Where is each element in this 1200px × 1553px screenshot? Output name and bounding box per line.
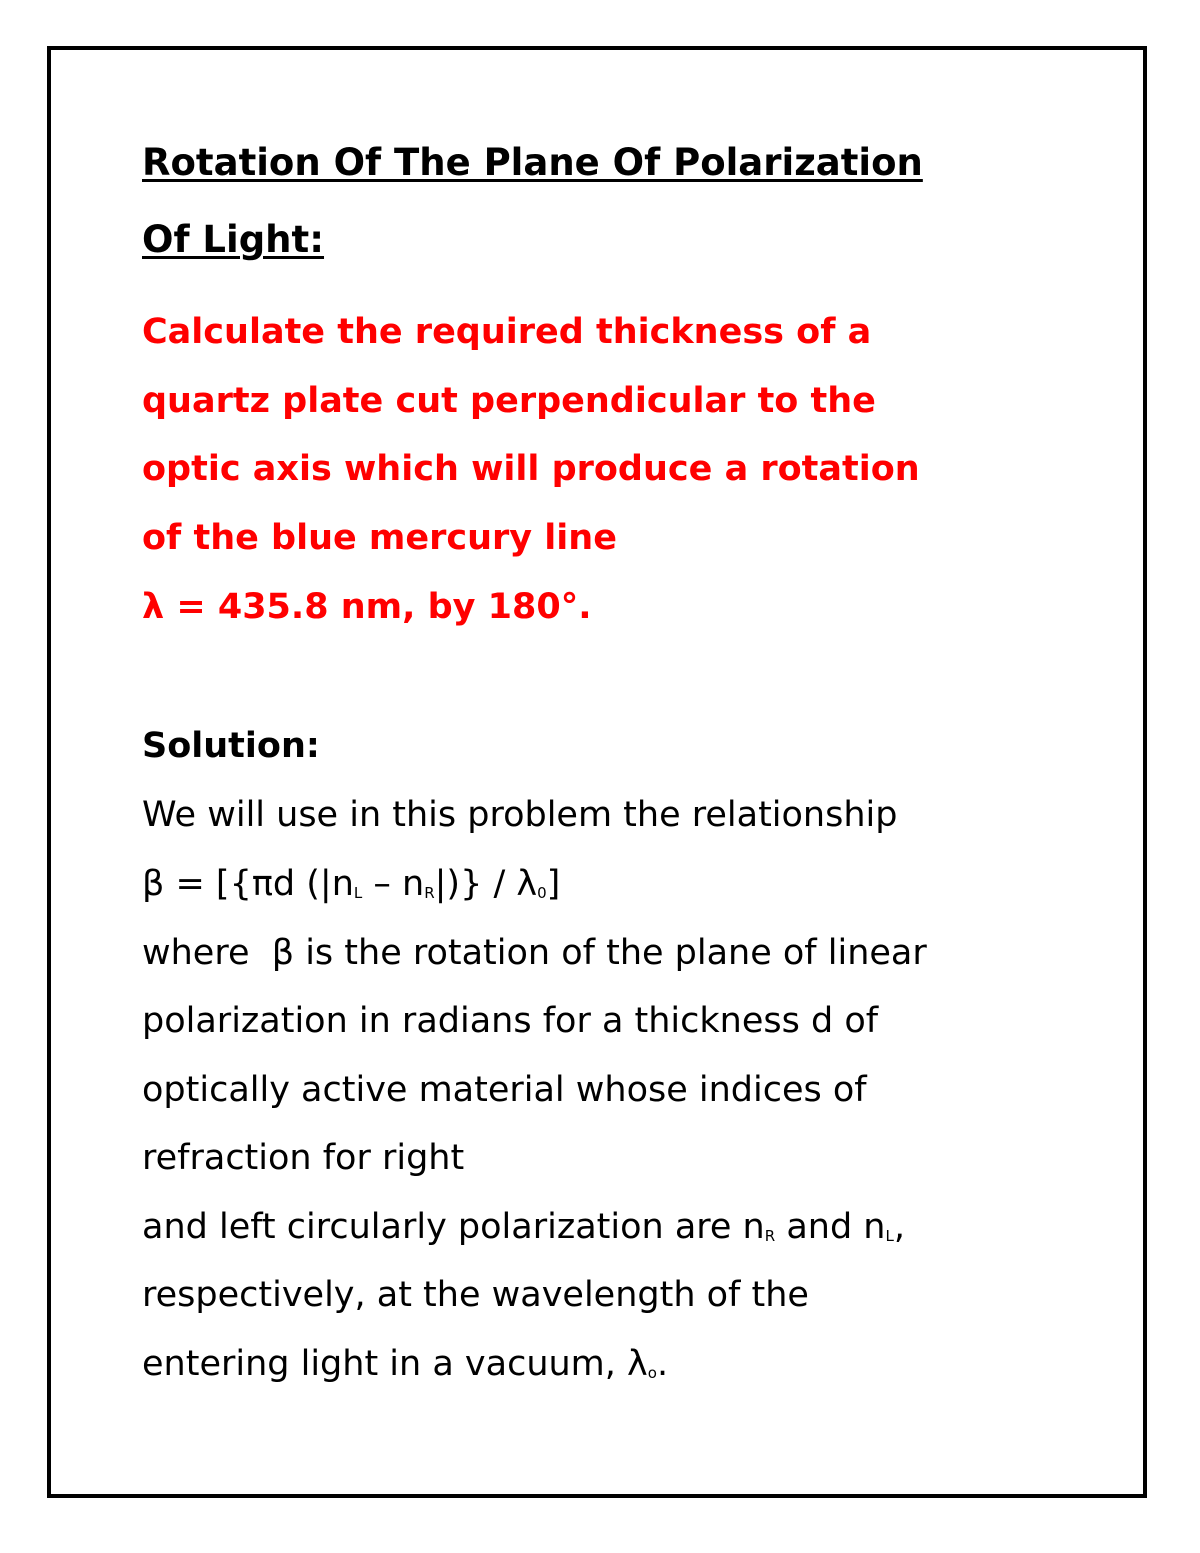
indices-subscript-l: L bbox=[885, 1227, 894, 1245]
page-title-line-2: Of Light: bbox=[142, 218, 325, 261]
problem-line: λ = 435.8 nm, by 180°. bbox=[142, 587, 592, 627]
solution-heading: Solution: bbox=[142, 726, 320, 766]
final-line bbox=[142, 1344, 668, 1384]
formula-end: ] bbox=[546, 864, 561, 904]
explanation-line: optically active material whose indices of bbox=[142, 1070, 867, 1110]
formula-subscript-0: 0 bbox=[537, 884, 547, 902]
formula-mid: – n bbox=[362, 864, 425, 904]
formula-prefix: β = [{πd (|n bbox=[142, 864, 354, 904]
indices-line bbox=[142, 1207, 905, 1247]
problem-line: of the blue mercury line bbox=[142, 518, 617, 558]
final-prefix: entering light in a vacuum, λ bbox=[142, 1344, 648, 1384]
explanation-line: polarization in radians for a thickness d of bbox=[142, 1001, 879, 1041]
formula-subscript-l: L bbox=[353, 884, 363, 902]
problem-line: quartz plate cut perpendicular to the bbox=[142, 381, 876, 421]
explanation-line: where β is the rotation of the plane of linear bbox=[142, 933, 927, 973]
formula-suffix: |)} / λ bbox=[434, 864, 538, 904]
final-suffix: . bbox=[656, 1344, 669, 1384]
explanation-line: respectively, at the wavelength of the bbox=[142, 1275, 809, 1315]
indices-mid: and n bbox=[775, 1207, 886, 1247]
page-title-line-1: Rotation Of The Plane Of Polarization bbox=[142, 141, 923, 184]
problem-line: Calculate the required thickness of a bbox=[142, 312, 872, 352]
solution-intro: We will use in this problem the relationship bbox=[142, 795, 898, 835]
formula-line bbox=[142, 864, 560, 904]
problem-line: optic axis which will produce a rotation bbox=[142, 449, 920, 489]
indices-subscript-r: R bbox=[764, 1227, 776, 1245]
final-subscript-o: o bbox=[647, 1364, 657, 1382]
formula-subscript-r: R bbox=[424, 884, 435, 902]
indices-suffix: , bbox=[893, 1207, 905, 1247]
explanation-line: refraction for right bbox=[142, 1138, 465, 1178]
indices-prefix: and left circularly polarization are n bbox=[142, 1207, 765, 1247]
